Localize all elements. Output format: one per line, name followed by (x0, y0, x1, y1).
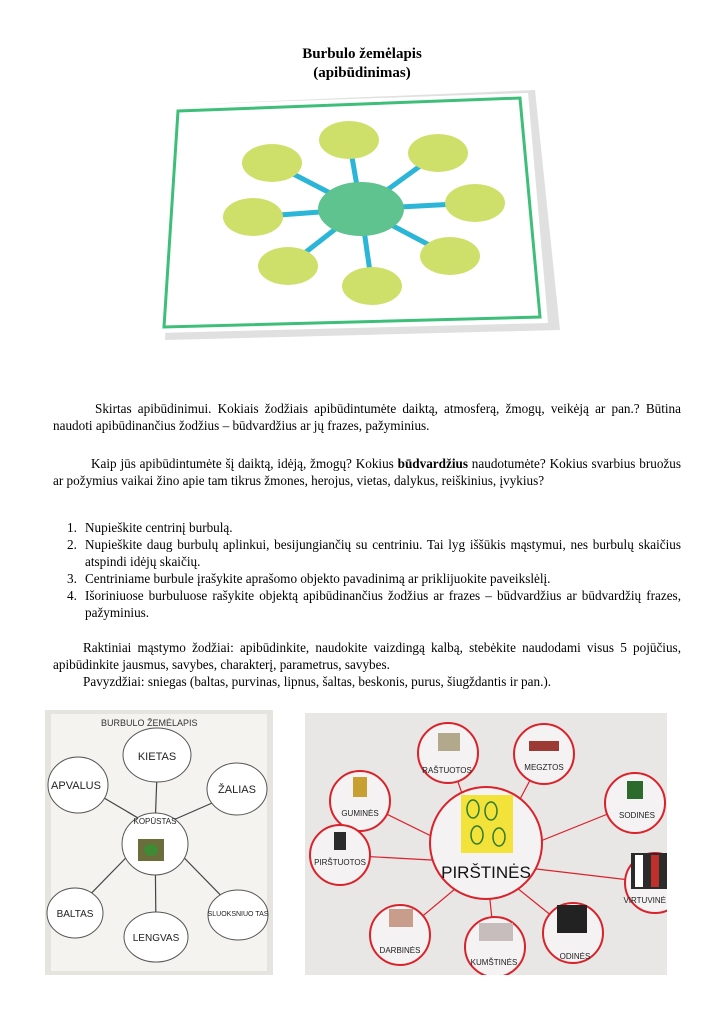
bubble-label: PIRŠTUOTOS (314, 858, 366, 867)
bubble-label: BALTAS (56, 909, 94, 920)
center-label: PIRŠTINĖS (441, 863, 531, 882)
paragraph-question-text-1: Kaip jūs apibūdintumėte šį daiktą, idėją, žmogų? Kokius (91, 456, 398, 471)
bubble-label: KUMŠTINĖS (470, 958, 518, 967)
list-item-number: 4. (67, 588, 77, 603)
bubble-label: DARBINĖS (379, 946, 421, 955)
cabbage-leaf (144, 844, 158, 856)
glove-stripe (635, 855, 643, 887)
center-bubble-label: KOPŪSTAS (133, 817, 177, 826)
photo-cabbage-bubble-map (45, 710, 273, 975)
list-item-text: Nupieškite centrinį burbulą. (85, 520, 233, 535)
poster-header: BURBULO ŽEMĖLAPIS (101, 718, 198, 728)
list-item-text: Nupieškite daug burbulų aplinkui, besijungiančių su centriniu. Tai lyg iššūkis mąstymui, nes burbulų skaičius atspindi idėjų skaičių. (85, 537, 681, 569)
bubble-map-illustration (150, 85, 575, 350)
bubble-label: MEGZTOS (524, 763, 564, 772)
paragraph-question-text-2: naudotumėte? Kokius svarbius bruožus ar požymius vaikai žino apie tam tikrus žmones, herojus, vietas, dalykus, reiškinius, įvykius? (53, 456, 681, 488)
list-item (53, 536, 681, 570)
list-item (53, 587, 681, 621)
document-title: Burbulo žemėlapis (302, 46, 422, 62)
photo-gloves-bubble-map (305, 713, 667, 975)
instruction-list (53, 519, 681, 621)
list-item (53, 519, 681, 536)
paragraph-intro: Skirtas apibūdinimui. Kokiais žodžiais apibūdintumėte daiktą, atmosferą, žmogų, veikėją ar pan.? Būtina naudoti apibūdinančius žodžius – būdvardžius ar jų frazes, pažyminius. (53, 401, 681, 433)
list-item-text: Centriniame burbule įrašykite aprašomo objekto pavadinimą ar priklijuokite paveikslėlį. (85, 571, 551, 586)
glove-photo (353, 777, 367, 797)
list-item-number: 3. (67, 571, 77, 586)
paragraph-keywords: Raktiniai mąstymo žodžiai: apibūdinkite, naudokite vaizdingą kalbą, stebėkite naudodami visus 5 pojūčius, apibūdinkite jausmus, savybes, charakterį, parametrus, savybes. (53, 640, 681, 672)
list-item-text: Išoriniuose burbuluose rašykite objektą apibūdinančius žodžius ar frazes – būdvardžius ar būdvardžių frazes, pažyminius. (85, 588, 681, 620)
glove-photo (389, 909, 413, 927)
paragraph-question (53, 455, 681, 489)
bubble-label: ODINĖS (559, 952, 591, 961)
glove-photo (438, 733, 460, 751)
glove-photo (557, 905, 587, 933)
bubble-label: LENGVAS (132, 933, 180, 944)
paragraph-question-bold: būdvardžius (397, 456, 468, 471)
bubble-label: RAŠTUOTOS (422, 766, 472, 775)
glove-photo (529, 741, 559, 751)
bubble-label: VIRTUVINĖ (623, 896, 666, 905)
glove-stripe (651, 855, 659, 887)
document-subtitle: (apibūdinimas) (313, 65, 411, 81)
bubble-label: GUMINĖS (341, 809, 379, 818)
glove-photo (627, 781, 643, 799)
list-item (53, 570, 681, 587)
bubble-label: SLUOKSNIUO TAS (207, 911, 269, 918)
bubble-label: KIETAS (137, 751, 177, 763)
list-item-number: 2. (67, 537, 77, 552)
glove-photo (479, 923, 513, 941)
bubble-label: APVALUS (51, 780, 101, 792)
list-item-number: 1. (67, 520, 77, 535)
bubble-label: SODINĖS (618, 811, 656, 820)
glove-photo (334, 832, 346, 850)
bubble-label: ŽALIAS (218, 784, 256, 796)
paragraph-examples: Pavyzdžiai: sniegas (baltas, purvinas, lipnus, šaltas, beskonis, purus, šiugždantis ir pan.). (83, 674, 552, 689)
